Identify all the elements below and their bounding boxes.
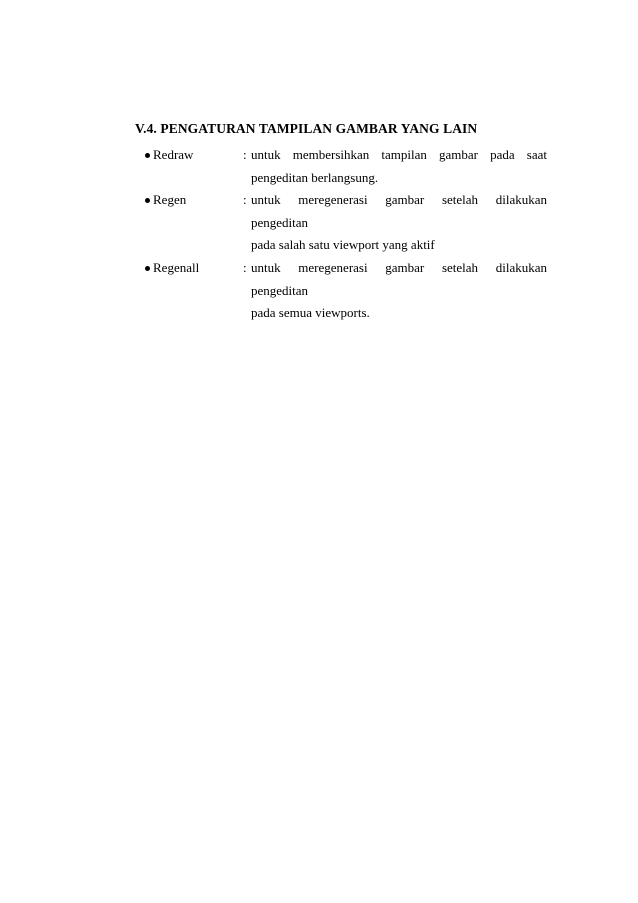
description-line: untuk meregenerasi gambar setelah dilakukan pengeditan <box>251 192 547 230</box>
command-description <box>251 144 547 189</box>
command-description <box>251 189 547 257</box>
command-description <box>251 257 547 325</box>
command-term: Regen <box>153 192 187 208</box>
command-list <box>143 144 547 325</box>
bullet-icon <box>145 153 150 158</box>
list-item <box>143 144 547 189</box>
command-term: Redraw <box>153 147 194 162</box>
list-item <box>143 257 547 325</box>
separator: : <box>243 192 247 208</box>
description-line: pengeditan berlangsung. <box>251 169 379 185</box>
separator: : <box>243 147 247 162</box>
list-item <box>143 189 547 257</box>
section-heading: V.4. PENGATURAN TAMPILAN GAMBAR YANG LAIN <box>135 121 478 136</box>
description-line: untuk meregenerasi gambar setelah dilakukan pengeditan <box>251 259 547 298</box>
bullet-icon <box>145 266 150 271</box>
description-line: pada salah satu viewport yang aktif <box>251 237 435 253</box>
description-line: untuk membersihkan tampilan gambar pada saat <box>251 147 547 162</box>
separator: : <box>243 259 247 275</box>
description-line: pada semua viewports. <box>251 305 370 321</box>
command-term: Regenall <box>153 259 200 275</box>
